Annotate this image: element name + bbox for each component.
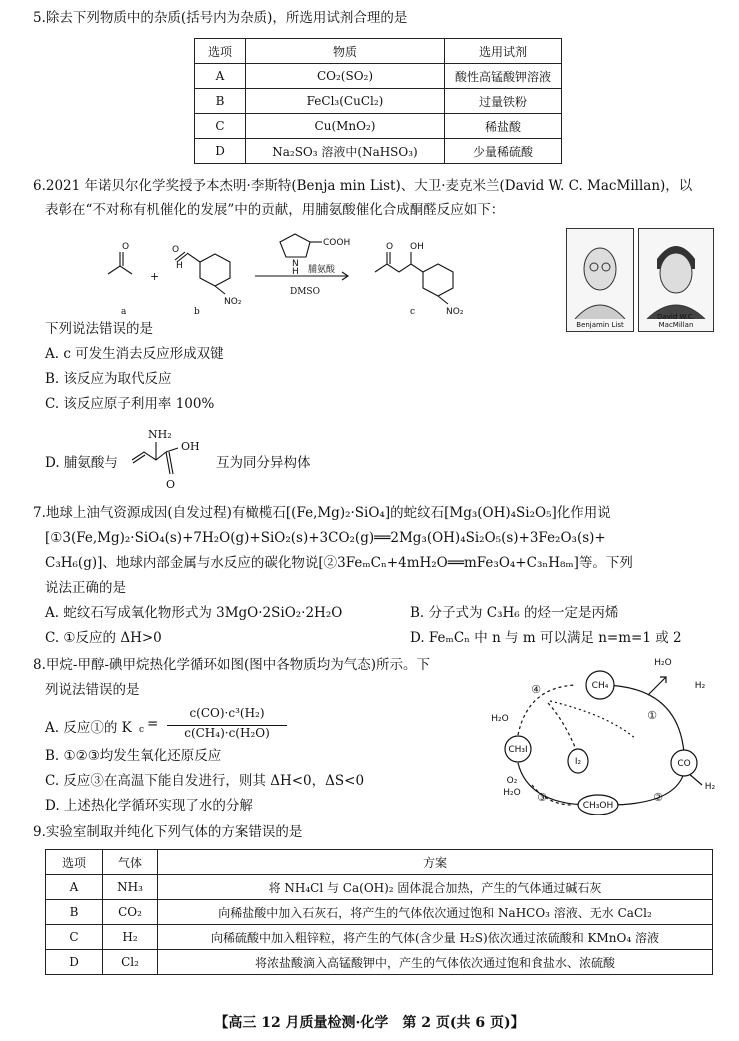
- q8-option-a: [45, 708, 315, 744]
- cell: FeCl₃(CuCl₂): [246, 89, 445, 114]
- atom-label: O: [172, 245, 180, 255]
- atom-label: NH₂: [148, 428, 172, 441]
- atom-label: OH: [410, 242, 424, 252]
- cycle-diagram: [488, 655, 718, 815]
- ch3i-node: CH₃I: [508, 745, 528, 755]
- person-icon: [567, 229, 633, 319]
- q8-equals: =: [147, 716, 159, 732]
- structure-d: [126, 418, 216, 494]
- label-h2o: H₂O: [503, 788, 521, 798]
- cell: B: [195, 89, 246, 114]
- table-row: [195, 114, 562, 139]
- q7-line4: 说法正确的是: [45, 580, 126, 596]
- cell: 向稀硫酸中加入粗锌粒，将产生的气体(含少量 H₂S)依次通过浓硫酸和 KMnO₄ 溶液: [158, 925, 713, 950]
- q8-option-a-label: A. 反应①的 K: [45, 720, 132, 736]
- atom-label: O: [386, 242, 394, 252]
- q5-header-reagent: 选用试剂: [445, 39, 562, 64]
- table-row: [46, 925, 713, 950]
- cell: 过量铁粉: [445, 89, 562, 114]
- atom-label: NO₂: [446, 307, 464, 317]
- cell: C: [46, 925, 103, 950]
- atom-label: OH: [181, 440, 200, 453]
- atom-label: H: [292, 267, 299, 277]
- co-node: CO: [677, 759, 691, 769]
- q9-header-plan: 方案: [158, 850, 713, 875]
- catalyst-label: 脯氨酸: [308, 265, 336, 275]
- q9-header-option: 选项: [46, 850, 103, 875]
- cell: D: [46, 950, 103, 975]
- cell: CO₂: [103, 900, 158, 925]
- ch3oh-node: CH₃OH: [582, 801, 614, 811]
- q6-stem-line2: 表彰在“不对称有机催化的发展”中的贡献，用脯氨酸催化合成酮醛反应如下：: [45, 202, 505, 218]
- step-4: ④: [531, 683, 541, 696]
- cell: Na₂SO₃ 溶液中(NaHSO₃): [246, 139, 445, 164]
- q8-kc-numerator: c(CO)·c³(H₂): [189, 706, 265, 720]
- q8-option-b: B. ①②③均发生氧化还原反应: [45, 748, 222, 764]
- label-h2: H₂: [704, 782, 716, 792]
- cell: 酸性高锰酸钾溶液: [445, 64, 562, 89]
- cell: D: [195, 139, 246, 164]
- compound-label-c: c: [410, 307, 416, 317]
- label-h2: H₂: [694, 681, 706, 691]
- q8-kc-subscript: c: [139, 725, 145, 735]
- step-2: ②: [653, 791, 663, 804]
- compound-label-a: a: [121, 307, 127, 317]
- portrait-caption: Benjamin List: [576, 321, 624, 329]
- plus-sign: +: [150, 270, 160, 283]
- table-row: [195, 64, 562, 89]
- cell: CO₂(SO₂): [246, 64, 445, 89]
- cell: 少量稀硫酸: [445, 139, 562, 164]
- atom-label: O: [166, 478, 176, 491]
- q5-table: [194, 38, 562, 164]
- q8-line2: 列说法错误的是: [45, 682, 140, 698]
- atom-label: NO₂: [224, 297, 242, 307]
- q8-option-c: C. 反应③在高温下能自发进行，则其 ΔH<0，ΔS<0: [45, 773, 365, 789]
- reaction-scheme: [90, 222, 560, 322]
- step-3: ③: [537, 791, 547, 804]
- q7-option-c: C. ①反应的 ΔH>0: [45, 630, 162, 646]
- i2-node: I₂: [574, 757, 582, 767]
- cell: 将 NH₄Cl 与 Ca(OH)₂ 固体混合加热，产生的气体通过碱石灰: [158, 875, 713, 900]
- table-row: [46, 900, 713, 925]
- q6-option-a: A. c 可发生消去反应形成双键: [45, 346, 224, 362]
- cell: A: [46, 875, 103, 900]
- q9-table: [45, 849, 713, 975]
- q8-line1: 8.甲烷-甲醇-碘甲烷热化学循环如图(图中各物质均为气态)所示。下: [33, 657, 431, 673]
- cell: NH₃: [103, 875, 158, 900]
- q7-option-a: A. 蛇纹石写成氧化物形式为 3MgO·2SiO₂·2H₂O: [45, 605, 343, 621]
- cell: H₂: [103, 925, 158, 950]
- atom-label: N: [292, 259, 299, 269]
- label-o2: O₂: [506, 776, 518, 786]
- q9-stem: 9.实验室制取并纯化下列气体的方案错误的是: [33, 824, 303, 840]
- atom-label: COOH: [323, 238, 351, 248]
- compound-label-b: b: [194, 307, 200, 317]
- step-1: ①: [647, 709, 657, 722]
- table-row: [195, 139, 562, 164]
- q7-line3: C₃H₆(g)]、地球内部金属与水反应的碳化物说[②3FeₘCₙ+4mH₂O══mFe₃O₄+C₃ₙH₈ₘ]等。下列: [45, 555, 633, 571]
- q6-option-d-post: 互为同分异构体: [216, 455, 311, 471]
- q8-option-d: D. 上述热化学循环实现了水的分解: [45, 798, 253, 814]
- label-h2o: H₂O: [654, 658, 672, 668]
- q6-option-c: C. 该反应原子利用率 100%: [45, 396, 215, 412]
- atom-label: O: [122, 242, 130, 252]
- cell: Cl₂: [103, 950, 158, 975]
- atom-label: H: [176, 261, 183, 271]
- q7-option-b: B. 分子式为 C₃H₆ 的烃一定是丙烯: [410, 605, 619, 621]
- q6-prompt: 下列说法错误的是: [45, 321, 153, 337]
- cell: 稀盐酸: [445, 114, 562, 139]
- table-row: [195, 89, 562, 114]
- q5-stem: 5.除去下列物质中的杂质(括号内为杂质)，所选用试剂合理的是: [33, 10, 408, 26]
- q7-line1: 7.地球上油气资源成因(自发过程)有橄榄石[(Fe,Mg)₂·SiO₄]的蛇纹石[Mg₃(OH)₄Si₂O₅]化作用说: [33, 505, 611, 521]
- cell: 向稀盐酸中加入石灰石，将产生的气体依次通过饱和 NaHCO₃ 溶液、无水 CaCl₂: [158, 900, 713, 925]
- q6-option-b: B. 该反应为取代反应: [45, 371, 172, 387]
- q5-header-option: 选项: [195, 39, 246, 64]
- portrait-macmillan: [638, 228, 714, 332]
- q6-option-d-pre: D. 脯氨酸与: [45, 455, 118, 471]
- table-row: [46, 950, 713, 975]
- cell: C: [195, 114, 246, 139]
- q6-stem-line1: 6.2021 年诺贝尔化学奖授予本杰明·李斯特(Benja min List)、大卫·麦克米兰(David W. C. MacMillan)，以: [33, 178, 693, 194]
- q9-header-gas: 气体: [103, 850, 158, 875]
- q5-header-substance: 物质: [246, 39, 445, 64]
- cell: 将浓盐酸滴入高锰酸钾中，产生的气体依次通过饱和食盐水、浓硫酸: [158, 950, 713, 975]
- q7-option-d: D. FeₘCₙ 中 n 与 m 可以满足 n=m=1 或 2: [410, 630, 682, 646]
- portrait-caption: David W.C. MacMillan: [657, 313, 695, 329]
- q8-kc-denominator: c(CH₄)·c(H₂O): [184, 726, 270, 740]
- person-icon: [639, 229, 713, 319]
- solvent-label: DMSO: [290, 287, 320, 297]
- ch4-node: CH₄: [591, 681, 609, 691]
- cell: Cu(MnO₂): [246, 114, 445, 139]
- cell: B: [46, 900, 103, 925]
- label-h2o: H₂O: [491, 714, 509, 724]
- cell: A: [195, 64, 246, 89]
- page-footer: 【高三 12 月质量检测·化学 第 2 页(共 6 页)】: [214, 1015, 525, 1031]
- table-row: [46, 875, 713, 900]
- portrait-list: [566, 228, 634, 332]
- q7-line2: [①3(Fe,Mg)₂·SiO₄(s)+7H₂O(g)+SiO₂(s)+3CO₂(g)══2Mg₃(OH)₄Si₂O₅(s)+3Fe₂O₃(s)+: [45, 530, 606, 546]
